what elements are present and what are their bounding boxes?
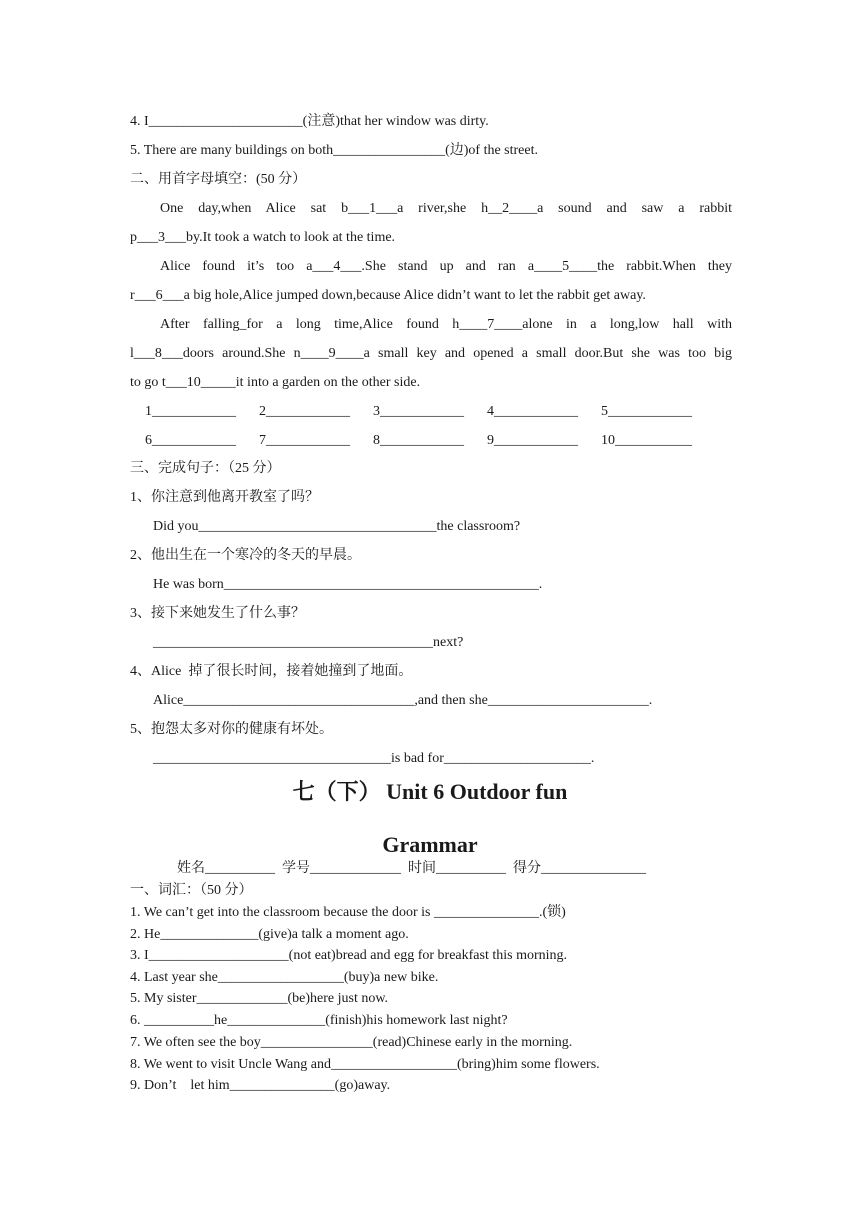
top-item-5: 5. There are many buildings on both________________(边)of the street. — [130, 143, 538, 158]
vocab-item-9: 9. Don’t let him_______________(go)away. — [130, 1078, 391, 1093]
top-item-4: 4. I______________________(注意)that her window was dirty. — [130, 114, 489, 129]
passage-line-5: After falling_for a long time,Alice found h____7____alone in a long,low hall with — [160, 317, 732, 332]
vocab-item-2: 2. He______________(give)a talk a moment ago. — [130, 927, 409, 942]
answer-blank-8: 8____________ — [373, 433, 464, 448]
sentence-2-cn: 2、他出生在一个寒冷的冬天的早晨。 — [130, 548, 361, 563]
student-info-line: 姓名__________ 学号_____________ 时间__________ 得分_______________ — [177, 861, 646, 876]
answer-blank-2: 2____________ — [259, 404, 350, 419]
sentence-3-en: ________________________________________next? — [153, 635, 464, 650]
sentence-5-en: __________________________________is bad for_____________________. — [153, 751, 595, 766]
sentence-5-cn: 5、抱怨太多对你的健康有坏处。 — [130, 722, 333, 737]
answer-blank-6: 6____________ — [145, 433, 236, 448]
answer-blank-4: 4____________ — [487, 404, 578, 419]
sentence-4-en: Alice_________________________________,and then she_______________________. — [153, 693, 653, 708]
section2-title: 二、用首字母填空：(50 分） — [130, 172, 307, 187]
sentence-1-cn: 1、你注意到他离开教室了吗？ — [130, 490, 319, 505]
unit-subtitle: Grammar — [382, 832, 478, 857]
vocab-item-5: 5. My sister_____________(be)here just now. — [130, 991, 389, 1006]
sentence-4-cn: 4、Alice 掉了很长时间，接着她撞到了地面。 — [130, 664, 413, 679]
sentence-1-en: Did you__________________________________the classroom? — [153, 519, 521, 534]
passage-line-1: One day,when Alice sat b___1___a river,she h__2____a sound and saw a rabbit — [160, 201, 732, 216]
vocab-item-3: 3. I____________________(not eat)bread and egg for breakfast this morning. — [130, 948, 568, 963]
unit-title: 七（下） Unit 6 Outdoor fun — [292, 779, 568, 804]
section3-title: 三、完成句子：（25 分） — [130, 461, 281, 476]
sentence-2-en: He was born_____________________________________________. — [153, 577, 543, 592]
vocab-item-6: 6. __________he______________(finish)his homework last night? — [130, 1013, 508, 1028]
section1-title: 一、词汇：（50 分） — [130, 883, 253, 898]
answer-blank-7: 7____________ — [259, 433, 350, 448]
passage-line-7: to go t___10_____it into a garden on the other side. — [130, 375, 421, 390]
passage-line-6: l___8___doors around.She n____9____a small key and opened a small door.But she was too big — [130, 346, 732, 361]
vocab-item-4: 4. Last year she__________________(buy)a new bike. — [130, 970, 439, 985]
vocab-item-1: 1. We can’t get into the classroom because the door is _______________.(锁) — [130, 905, 566, 920]
answer-blank-10: 10___________ — [601, 433, 692, 448]
vocab-item-7: 7. We often see the boy________________(read)Chinese early in the morning. — [130, 1035, 573, 1050]
vocab-item-8: 8. We went to visit Uncle Wang and__________________(bring)him some flowers. — [130, 1057, 600, 1072]
sentence-3-cn: 3、接下来她发生了什么事？ — [130, 606, 305, 621]
answer-blank-3: 3____________ — [373, 404, 464, 419]
passage-line-2: p___3___by.It took a watch to look at the time. — [130, 230, 396, 245]
answer-blank-5: 5____________ — [601, 404, 692, 419]
answer-blank-9: 9____________ — [487, 433, 578, 448]
passage-line-3: Alice found it’s too a___4___.She stand up and ran a____5____the rabbit.When they — [160, 259, 732, 274]
passage-line-4: r___6___a big hole,Alice jumped down,because Alice didn’t want to let the rabbit get away. — [130, 288, 646, 303]
answer-blank-1: 1____________ — [145, 404, 236, 419]
